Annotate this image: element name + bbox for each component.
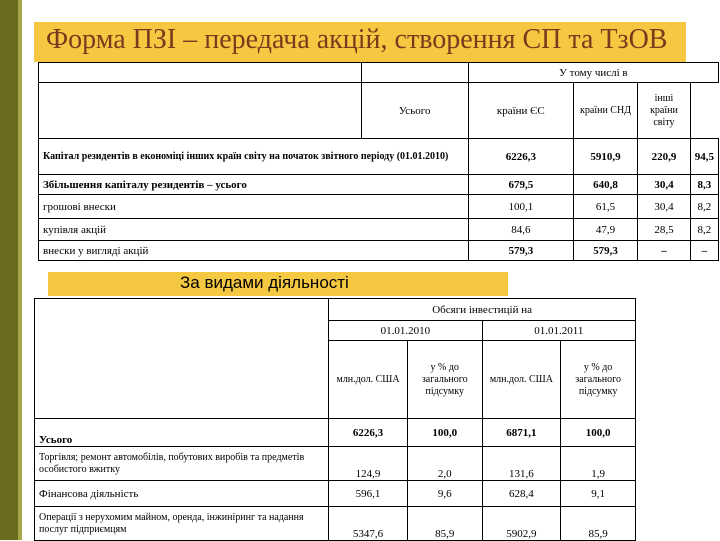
row-label: грошові внески — [39, 195, 469, 219]
row-p2: 85,9 — [561, 507, 636, 541]
blank-header-cell — [39, 63, 362, 83]
row-v1: 5347,6 — [329, 507, 408, 541]
row-total: 84,6 — [468, 219, 573, 241]
blank-header-cell — [35, 299, 329, 419]
row-p1: 9,6 — [407, 481, 482, 507]
row-other: 8,3 — [690, 175, 718, 195]
row-p1: 2,0 — [407, 447, 482, 481]
header-group: Обсяги інвестицій на — [329, 299, 636, 321]
row-label: Збільшення капіталу резидентів – усього — [39, 175, 469, 195]
col-pct-2010: у % до загального підсумку — [407, 341, 482, 419]
row-eu: 5910,9 — [573, 139, 637, 175]
row-label: внески у вигляді акцій — [39, 241, 469, 261]
row-total: 100,1 — [468, 195, 573, 219]
activity-table — [34, 298, 636, 541]
capital-table — [38, 62, 719, 261]
slide-title: Форма ПЗІ – передача акцій, створення СП та ТзОВ — [34, 22, 686, 62]
row-other: 8,2 — [690, 219, 718, 241]
row-v2: 5902,9 — [482, 507, 561, 541]
col-mln-2011: млн.дол. США — [482, 341, 561, 419]
col-total: Усього — [361, 83, 468, 139]
row-p1: 85,9 — [407, 507, 482, 541]
col-mln-2010: млн.дол. США — [329, 341, 408, 419]
row-cis: 30,4 — [638, 175, 691, 195]
section-subtitle: За видами діяльності — [48, 272, 508, 296]
row-p2: 1,9 — [561, 447, 636, 481]
row-v1: 6226,3 — [329, 419, 408, 447]
row-v1: 596,1 — [329, 481, 408, 507]
row-p2: 100,0 — [561, 419, 636, 447]
row-v2: 6871,1 — [482, 419, 561, 447]
row-label: Усього — [35, 419, 329, 447]
row-eu: 61,5 — [573, 195, 637, 219]
date-2011: 01.01.2011 — [482, 321, 635, 341]
sidebar-shade — [18, 0, 22, 540]
row-p2: 9,1 — [561, 481, 636, 507]
row-eu: 640,8 — [573, 175, 637, 195]
row-cis: – — [638, 241, 691, 261]
date-2010: 01.01.2010 — [329, 321, 482, 341]
col-cis: країни СНД — [573, 83, 637, 139]
row-cis: 28,5 — [638, 219, 691, 241]
row-label: Операції з нерухомим майном, оренда, інжиніринг та надання послуг підприємцям — [35, 507, 329, 541]
row-total: 6226,3 — [468, 139, 573, 175]
row-other: – — [690, 241, 718, 261]
row-label: Капітал резидентів в економіці інших країн світу на початок звітного періоду (01.01.2010) — [39, 139, 469, 175]
col-pct-2011: у % до загального підсумку — [561, 341, 636, 419]
row-v2: 628,4 — [482, 481, 561, 507]
row-v2: 131,6 — [482, 447, 561, 481]
row-other: 94,5 — [690, 139, 718, 175]
header-group: У тому числі в — [468, 63, 718, 83]
col-eu: країни ЄС — [468, 83, 573, 139]
row-cis: 30,4 — [638, 195, 691, 219]
left-sidebar-bar — [0, 0, 18, 540]
row-p1: 100,0 — [407, 419, 482, 447]
row-label: Торгівля; ремонт автомобілів, побутових виробів та предметів особистого вжитку — [35, 447, 329, 481]
row-label: Фінансова діяльність — [35, 481, 329, 507]
row-total: 579,3 — [468, 241, 573, 261]
row-label: купівля акцій — [39, 219, 469, 241]
row-total: 679,5 — [468, 175, 573, 195]
col-other: інші країни світу — [638, 83, 691, 139]
row-v1: 124,9 — [329, 447, 408, 481]
row-cis: 220,9 — [638, 139, 691, 175]
row-eu: 47,9 — [573, 219, 637, 241]
row-other: 8,2 — [690, 195, 718, 219]
row-eu: 579,3 — [573, 241, 637, 261]
